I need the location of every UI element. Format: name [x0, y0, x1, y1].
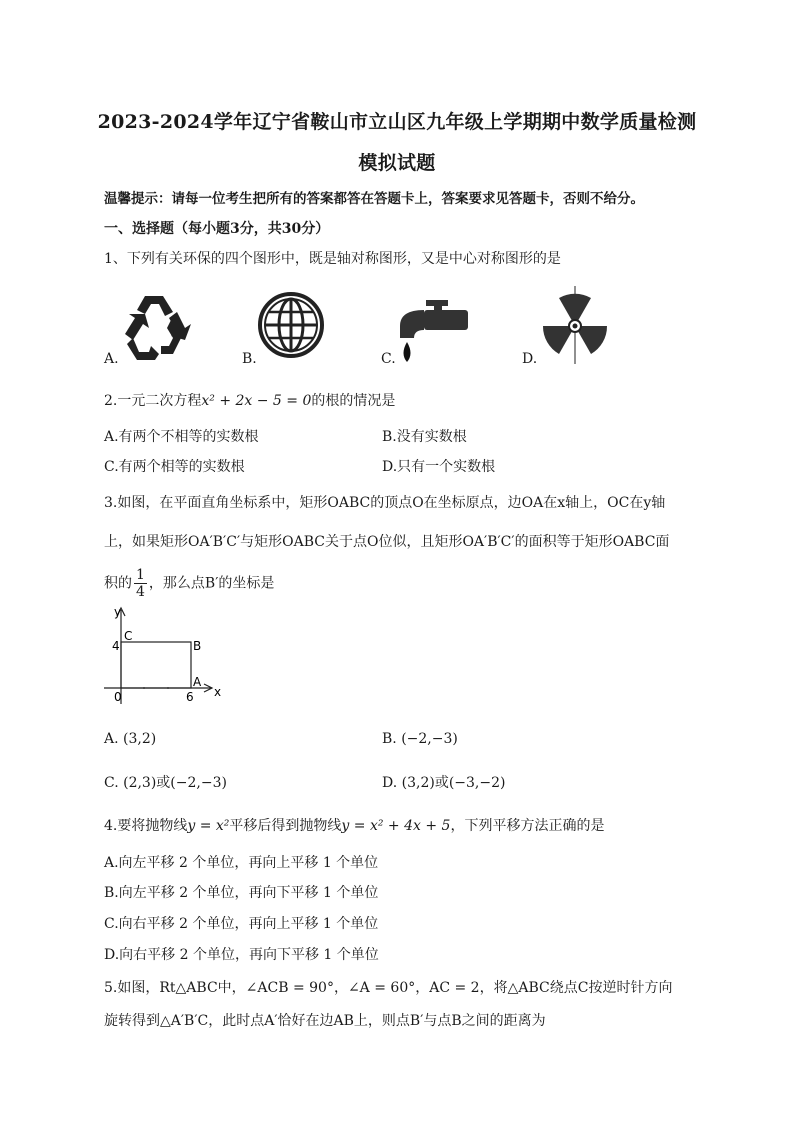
question-1-option-c: C. [381, 351, 396, 367]
question-4-suffix: ，下列平移方法正确的是 [450, 818, 605, 834]
question-2-equation: x² + 2x − 5 = 0 [201, 393, 312, 409]
question-4-prefix: 4.要将抛物线 [104, 818, 188, 834]
question-3-option-b: B. (−2,−3) [382, 731, 458, 747]
x-tick-label: 6 [186, 690, 194, 704]
question-1-stem: 1、下列有关环保的四个图形中，既是轴对称图形，又是中心对称图形的是 [104, 251, 561, 267]
question-4-option-a: A.向左平移 2 个单位，再向上平移 1 个单位 [104, 855, 379, 871]
page-title: 2023-2024学年辽宁省鞍山市立山区九年级上学期期中数学质量检测 [97, 111, 697, 133]
question-2-suffix: 的根的情况是 [311, 393, 396, 409]
question-4-equation-2: y = x² + 4x + 5 [341, 818, 451, 834]
question-3-option-d: D. (3,2)或(−3,−2) [382, 775, 506, 791]
globe-icon [256, 290, 326, 360]
question-3-line-2: 上，如果矩形OA′B′C′与矩形OABC关于点O位似，且矩形OA′B′C′的面积等于矩形OABC面 [104, 534, 670, 550]
question-4-option-b: B.向左平移 2 个单位，再向下平移 1 个单位 [104, 885, 379, 901]
question-2-stem [104, 390, 395, 410]
question-3-line-3-suffix: ，那么点B′的坐标是 [148, 575, 275, 592]
x-axis-label: x [214, 685, 222, 699]
question-2-prefix: 2.一元二次方程 [104, 393, 202, 409]
y-axis-label: y [114, 605, 122, 619]
question-5-line-1: 5.如图，Rt△ABC中，∠ACB = 90°，∠A = 60°，AC = 2，将△ABC绕点C按逆时针方向 [104, 980, 673, 996]
point-c-label: C [124, 629, 133, 643]
question-3-line-3 [104, 567, 274, 600]
question-2-option-c: C.有两个相等的实数根 [104, 459, 245, 475]
question-3-line-1: 3.如图，在平面直角坐标系中，矩形OABC的顶点O在坐标原点，边OA在x轴上，OC在y轴 [104, 495, 666, 511]
question-1-option-a: A. [104, 351, 119, 367]
faucet-icon [396, 296, 470, 366]
recycle-icon [115, 290, 195, 366]
coordinate-figure [100, 604, 230, 714]
question-2-option-b: B.没有实数根 [382, 429, 467, 445]
radiation-icon [540, 286, 610, 364]
question-2-option-d: D.只有一个实数根 [382, 459, 496, 475]
question-1-option-b: B. [242, 351, 257, 367]
question-5-line-2: 旋转得到△A′B′C，此时点A′恰好在边AB上，则点B′与点B之间的距离为 [104, 1013, 546, 1029]
question-2-option-a: A.有两个不相等的实数根 [104, 429, 259, 445]
fraction-numerator: 1 [136, 567, 145, 583]
fraction-denominator: 4 [136, 584, 145, 600]
point-a-label: A [193, 675, 202, 689]
y-tick-label: 4 [112, 639, 120, 653]
fraction [134, 567, 147, 600]
section-heading: 一、选择题（每小题3分，共30分） [104, 221, 330, 237]
question-4-stem [104, 815, 604, 835]
question-3-line-3-prefix: 积的 [104, 575, 132, 592]
question-4-mid: 平移后得到抛物线 [229, 818, 342, 834]
question-4-equation-1: y = x² [187, 818, 230, 834]
page-subtitle: 模拟试题 [358, 152, 436, 174]
question-3-option-a: A. (3,2) [104, 731, 157, 747]
rectangle-oabc [121, 642, 191, 688]
notice-text: 温馨提示：请每一位考生把所有的答案都答在答题卡上，答案要求见答题卡，否则不给分。 [104, 191, 644, 207]
origin-label: 0 [114, 690, 122, 704]
question-3-option-c: C. (2,3)或(−2,−3) [104, 775, 227, 791]
question-4-option-c: C.向右平移 2 个单位，再向上平移 1 个单位 [104, 916, 379, 932]
question-4-option-d: D.向右平移 2 个单位，再向下平移 1 个单位 [104, 947, 379, 963]
question-1-option-d: D. [522, 351, 538, 367]
point-b-label: B [193, 639, 202, 653]
